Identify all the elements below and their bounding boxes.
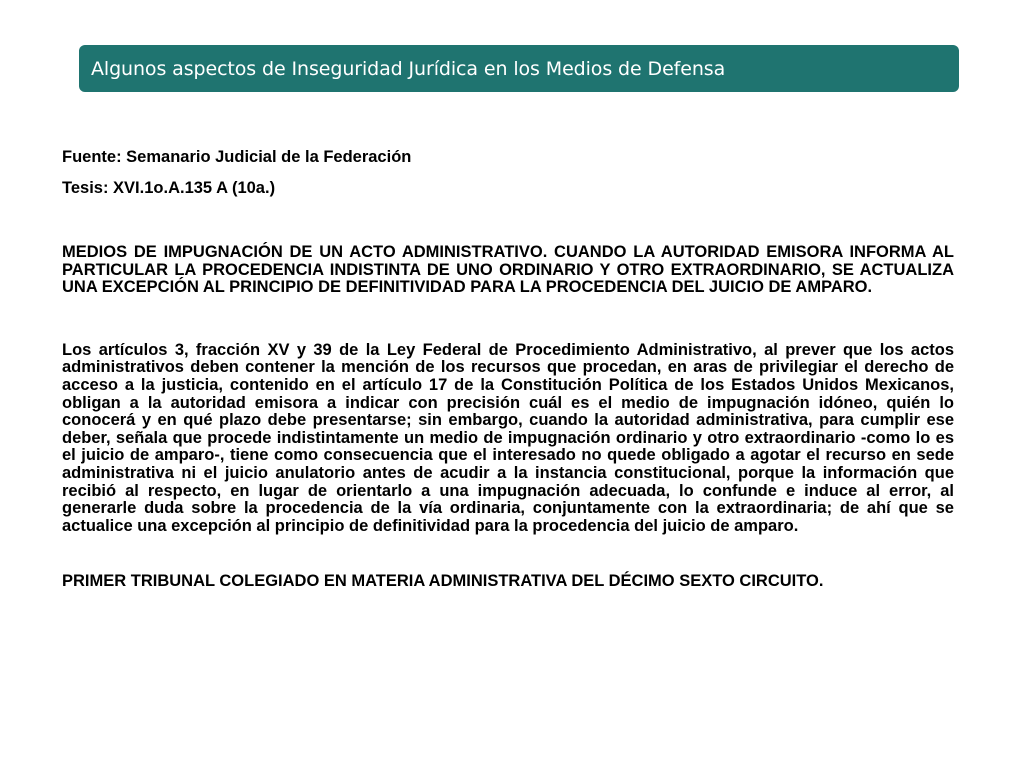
thesis-heading: MEDIOS DE IMPUGNACIÓN DE UN ACTO ADMINISTRATIVO. CUANDO LA AUTORIDAD EMISORA INFORMA AL PARTICULAR LA PROCEDENCIA INDISTINTA DE UNO ORDINARIO Y OTRO EXTRAORDINARIO, SE ACTUALIZA UNA EXCEPCIÓN AL PRINCIPIO DE DEFINITIVIDAD PARA LA PROCEDENCIA DEL JUICIO DE AMPARO. — [62, 243, 954, 297]
document-content — [62, 147, 954, 591]
thesis-body: Los artículos 3, fracción XV y 39 de la Ley Federal de Procedimiento Administrativo, al prever que los actos administrativos deben contener la mención de los recursos que procedan, en aras de privilegiar el derecho de acceso a la justicia, contenido en el artículo 17 de la Constitución Política de los Estados Unidos Mexicanos, obligan a la autoridad emisora a indicar con precisión cuál es el medio de impugnación idóneo, quién lo conocerá y en qué plazo debe presentarse; sin embargo, cuando la autoridad administrativa, para cumplir ese deber, señala que procede indistintamente un medio de impugnación ordinario y otro extraordinario -como lo es el juicio de amparo-, tiene como consecuencia que el interesado no quede obligado a agotar el recurso en sede administrativa ni el juicio anulatorio antes de acudir a la instancia constitucional, porque la información que recibió al respecto, en lugar de orientarlo a una impugnación adecuada, lo confunde e induce al error, al generarle duda sobre la procedencia de la vía ordinaria, conjuntamente con la extraordinaria; de ahí que se actualice una excepción al principio de definitividad para la procedencia del juicio de amparo. — [62, 340, 954, 535]
slide-title: Algunos aspectos de Inseguridad Jurídica en los Medios de Defensa — [91, 57, 726, 80]
thesis-line: Tesis: XVI.1o.A.135 A (10a.) — [62, 179, 276, 197]
court-name: PRIMER TRIBUNAL COLEGIADO EN MATERIA ADMINISTRATIVA DEL DÉCIMO SEXTO CIRCUITO. — [62, 572, 824, 591]
title-bar — [79, 45, 959, 92]
source-line: Fuente: Semanario Judicial de la Federación — [62, 148, 412, 166]
